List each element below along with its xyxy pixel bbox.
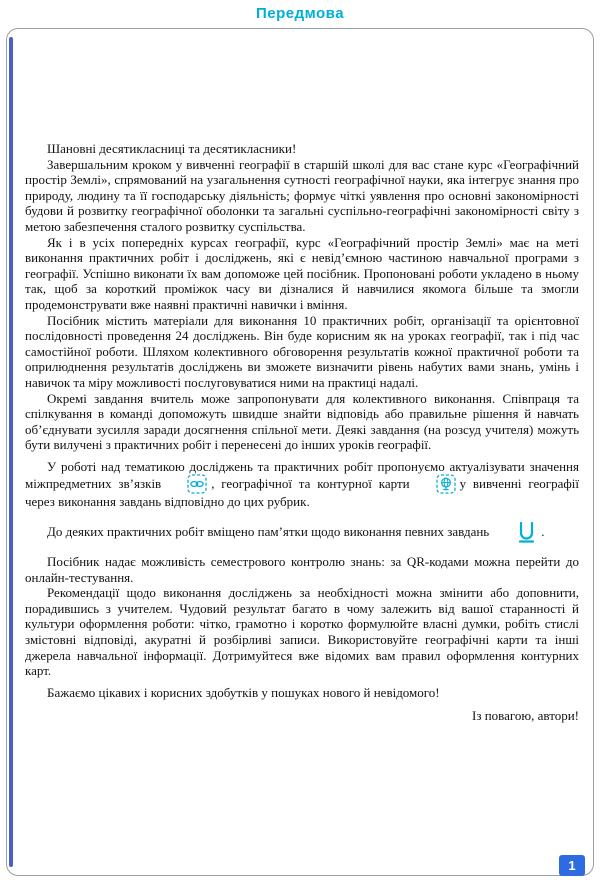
paragraph-online-testing: Посібник надає можливість семестрового контролю знань: за QR-кодами можна перейти до онлайн-тестування. (25, 554, 579, 585)
paragraph-wishes: Бажаємо цікавих і корисних здобутків у пошуках нового й невідомого! (47, 684, 440, 700)
paragraph-practical-works: Як і в усіх попередніх курсах географії, курс «Географічний простір Землі» має на меті виконання практичних робіт і досліджень, які є невід’ємною частиною навчальної програми з географії. Успішно виконати їх вам допоможе цей посібник. Пропоновані роботи укладено в ньому так, щоб за короткий проміжок часу ви дізналися й навчилися якомога більше та змогли продемонструвати вже наявні практичні навички і вміння. (25, 234, 579, 312)
paragraph-interdisciplinary (25, 459, 579, 510)
authors-signature: Із повагою, автори! (471, 708, 579, 724)
map-globe-icon (414, 474, 456, 494)
page-number-badge: 1 (559, 855, 585, 876)
paragraph-text-segment: у вивченні географії через виконання завдань відповідно до цих рубрик. (25, 476, 579, 510)
memo-icon (493, 520, 537, 544)
paragraph-recommendations: Рекомендації щодо виконання досліджень за необхідності можна змінити або доповнити, порадившись з учителем. Чудовий результат багато в чому залежить від вашої старанності й культури оформлення роботи: чітко, грамотно і коротко формулюйте власні думки, робіть стислі змістовні відповіді, акуратні й розбірливі записи. Використовуйте географічні карти та інші джерела навчальної інформації. Дотримуйтеся вже відомих вам правил оформлення контурних карт. (25, 585, 579, 679)
paragraph-text-segment: , географічної та контурної карти (211, 476, 410, 492)
paragraph-teamwork: Окремі завдання вчитель може запропонувати для колективного виконання. Співпраця та спілкування в команді допоможуть швидше знайти відповідь або правильне рішення й навчать об’єднувати зусилля заради досягнення спільної мети. Деякі завдання (на розсуд учителя) можуть бути вилучені з практичних робіт і перенесені до інших уроків географії. (25, 390, 579, 453)
greeting-paragraph: Шановні десятикласниці та десятикласники! (47, 141, 297, 156)
paragraph-text-segment: До деяких практичних робіт вміщено пам’ятки щодо виконання певних завдань (47, 524, 490, 540)
interdisciplinary-links-icon (165, 474, 207, 494)
paragraph-text-segment: У роботі над тематикою досліджень та практичних робіт пропонуємо актуалізувати значення міжпредметних зв’язків (25, 458, 579, 492)
page-title: Передмова (255, 5, 345, 22)
paragraph-handbook-contents: Посібник містить матеріали для виконання 10 практичних робіт, організації та орієнтовної послідовності проведення 24 досліджень. Він буде корисним як на уроках географії, так і під час самостійної роботи. Шляхом колективного обговорення результатів кожної практичної роботи та оприлюднення результатів досліджень ви зможете визначити рівень набутих вами знань, умінь і навичок та міру можливості послуговуватися ними на практиці надалі. (25, 312, 579, 390)
page-frame (6, 28, 594, 876)
paragraph-memos (25, 520, 579, 544)
page-content (25, 141, 579, 724)
paragraph-text-segment: . (541, 524, 545, 540)
paragraph-course-intro: Завершальним кроком у вивченні географії в старшій школі для вас стане курс «Географічний простір Землі», спрямований на узагальнення сутності географічної науки, яка інтегрує знання про природу, людину та її господарську діяльність; формує чіткі уявлення про основні закономірності будови й розвитку географічної оболонки та загальні суспільно-географічні закономірності світу з метою забезпечення сталого розвитку суспільства. (25, 156, 579, 234)
left-accent-bar (9, 37, 13, 867)
